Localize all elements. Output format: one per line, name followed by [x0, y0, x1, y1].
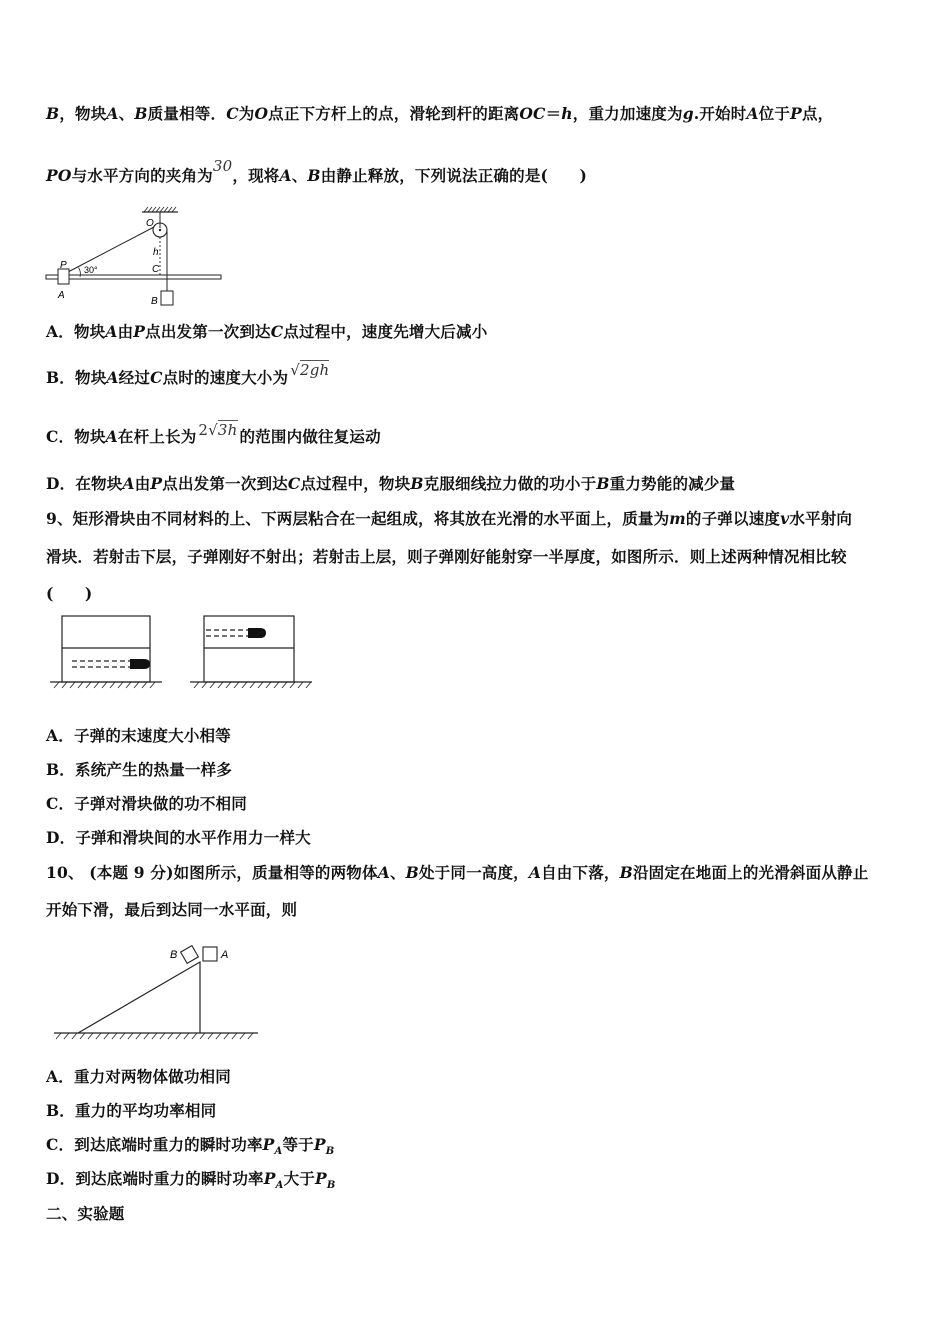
block-a [203, 947, 217, 961]
q10-option-b: B．重力的平均功率相同 [46, 1101, 217, 1120]
svg-text:P: P [60, 260, 67, 271]
q8-stem-line1: B，物块A、B质量相等．C为O点正下方杆上的点，滑轮到杆的距离OC＝h，重力加速度为g.开始时A位于P点， [46, 104, 834, 123]
2sqrt3h-formula: 2√3h [198, 421, 238, 439]
svg-text:30°: 30° [84, 265, 98, 275]
q8-option-d: D．在物块A由P点出发第一次到达C点过程中，物块B克服细线拉力做的功小于B重力势能的减少量 [46, 474, 736, 493]
q9-stem-line1: 9、矩形滑块由不同材料的上、下两层粘合在一起组成，将其放在光滑的水平面上，质量为m的子弹以速度v水平射向 [46, 509, 853, 528]
angle-30-formula: 30 [212, 157, 233, 175]
svg-text:B: B [151, 296, 158, 307]
q9-option-a: A．子弹的末速度大小相等 [46, 726, 231, 745]
section-heading-experiments: 二、实验题 [46, 1204, 125, 1223]
q9-stem-line2: 滑块．若射击下层，子弹刚好不射出；若射击上层，则子弹刚好能射穿一半厚度，如图所示．则上述两种情况相比较 [46, 547, 847, 566]
q8-option-a: A．物块A由P点出发第一次到达C点过程中，速度先增大后减小 [46, 322, 488, 341]
bullet-upper [248, 628, 266, 638]
sqrt-2gh-formula: √2gh [290, 361, 330, 379]
svg-text:h: h [153, 247, 159, 258]
block-a [58, 269, 69, 284]
q10-stem-line2: 开始下滑，最后到达同一水平面，则 [46, 900, 298, 919]
q8-option-b: B．物块A经过C点时的速度大小为 √2gh [46, 361, 330, 387]
q8-pulley-figure [44, 206, 226, 310]
block-right [204, 616, 294, 682]
q9-option-d: D．子弹和滑块间的水平作用力一样大 [46, 828, 311, 847]
block-b [181, 946, 199, 964]
q9-option-b: B．系统产生的热量一样多 [46, 760, 233, 779]
svg-text:O: O [146, 218, 154, 229]
block-b [161, 291, 173, 305]
svg-text:A: A [58, 290, 65, 301]
q10-incline-figure [52, 940, 262, 1044]
svg-text:B: B [170, 949, 178, 961]
q10-option-d: D．到达底端时重力的瞬时功率$P_A$大于$P_B$ [46, 1169, 336, 1191]
horizontal-rod [46, 275, 221, 279]
q10-option-c: C．到达底端时重力的瞬时功率$P_A$等于$P_B$ [46, 1135, 335, 1157]
block-left [62, 616, 150, 682]
q9-option-c: C．子弹对滑块做的功不相同 [46, 794, 247, 813]
bullet-lower [130, 659, 150, 669]
q8-stem-line2: PO与水平方向的夹角为30，现将A、B由静止释放，下列说法正确的是( ) [46, 157, 588, 185]
incline-slope [78, 962, 200, 1033]
q9-stem-line3: ( ) [46, 584, 93, 603]
q8-option-c: C．物块A在杆上长为 2√3h 的范围内做往复运动 [46, 421, 381, 446]
svg-text:A: A [221, 949, 229, 961]
q10-option-a: A．重力对两物体做功相同 [46, 1067, 231, 1086]
q10-stem-line1: 10、 (本题 9 分)如图所示，质量相等的两物体A、B处于同一高度，A自由下落，B沿固定在地面上的光滑斜面从静止 [46, 863, 869, 882]
q9-block-figure [46, 612, 316, 692]
svg-text:C: C [152, 264, 160, 275]
